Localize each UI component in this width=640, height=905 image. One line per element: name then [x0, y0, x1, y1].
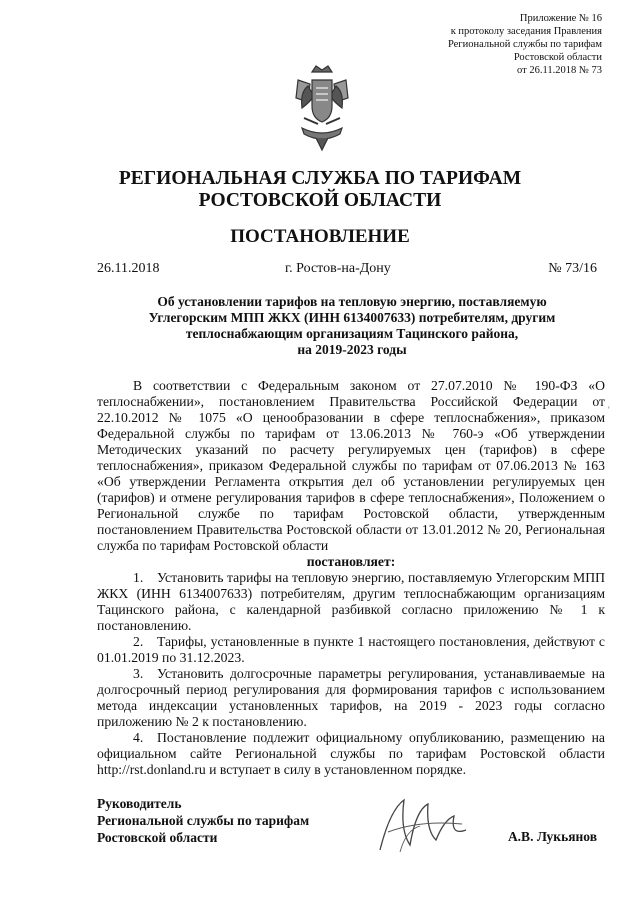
clause-paragraph: 3. Установить долгосрочные параметры регулирования, устанавливаемые на долгосрочный период регулирования для формирования тарифов с использованием метода индексации установленных тарифов, на 2019 - 2023 годы согласно приложению № 2 к постановлению. — [97, 666, 605, 729]
preamble-paragraph: В соответствии с Федеральным законом от 27.07.2010 № 190-ФЗ «О теплоснабжении», постановлением Правительства Российской Федерации от 22.10.2012 № 1075 «О ценообразовании в сфере теплоснабжения», приказом Федеральной службы по тарифам от 13.06.2013 № 760-э «Об утверждении Методических указаний по расчету регулируемых цен (тарифов) в сфере теплоснабжения», приказом Федеральной службы по тарифам от 07.06.2013 № 163 «Об утверждении Регламента открытия дел об установлении регулируемых цен (тарифов) и отмене регулирования тарифов в сфере теплоснабжения», Положением о Региональной службе по тарифам Ростовской области, утвержденным постановлением Правительства Ростовской области от 13.01.2012 № 20, Региональная служба по тарифам Ростовской области — [97, 378, 605, 553]
appendix-line: Региональной службы по тарифам — [447, 39, 602, 50]
signer-title — [97, 795, 309, 846]
clause-paragraph: 1. Установить тарифы на тепловую энергию, поставляемую Углегорским МПП ЖКХ (ИНН 6134007633) потребителям, другим теплоснабжающим организациям Тацинского района, с календарной разбивкой согласно приложению № 1 к постановлению. — [97, 570, 605, 633]
appendix-reference — [382, 12, 602, 77]
appendix-line: Приложение № 16 — [519, 13, 602, 24]
clause-paragraph: 2. Тарифы, установленные в пункте 1 настоящего постановления, действуют с 01.01.2019 по 31.12.2023. — [97, 634, 605, 665]
signer-title-line: Региональной службы по тарифам — [97, 813, 310, 828]
appendix-line: к протоколу заседания Правления — [450, 26, 602, 37]
appendix-line: от 26.11.2018 № 73 — [517, 65, 602, 76]
signer-name: А.В. Лукьянов — [507, 829, 597, 844]
document-type: ПОСТАНОВЛЕНИЕ — [230, 226, 410, 247]
appendix-line: Ростовской области — [513, 52, 602, 63]
subject-line: Об установлении тарифов на тепловую энергию, поставляемую — [157, 294, 547, 309]
document-number: № 73/16 — [548, 261, 597, 276]
agency-title — [0, 168, 640, 212]
document-subject — [97, 294, 607, 358]
signer-title-line: Ростовской области — [97, 830, 218, 845]
document-city: г. Ростов-на-Дону — [285, 261, 391, 276]
resolves-heading: постановляет: — [306, 554, 396, 569]
signer-title-line: Руководитель — [97, 796, 182, 811]
handwritten-signature-icon — [370, 790, 480, 860]
agency-title-line: РОСТОВСКОЙ ОБЛАСТИ — [198, 190, 442, 211]
margin-mark: ' — [608, 405, 610, 415]
subject-line: на 2019-2023 годы — [297, 342, 407, 357]
subject-line: Углегорским МПП ЖКХ (ИНН 6134007633) потребителям, другим — [148, 310, 556, 325]
subject-line: теплоснабжающим организациям Тацинского района, — [185, 326, 519, 341]
clause-paragraph: 4. Постановление подлежит официальному опубликованию, размещению на официальном сайте Региональной службы по тарифам Ростовской области http://rst.donland.ru и вступает в силу в установленном порядке. — [97, 730, 605, 777]
document-body — [97, 378, 605, 778]
coat-of-arms-emblem-icon — [290, 62, 354, 154]
agency-title-line: РЕГИОНАЛЬНАЯ СЛУЖБА ПО ТАРИФАМ — [118, 168, 522, 189]
document-date: 26.11.2018 — [97, 261, 160, 276]
